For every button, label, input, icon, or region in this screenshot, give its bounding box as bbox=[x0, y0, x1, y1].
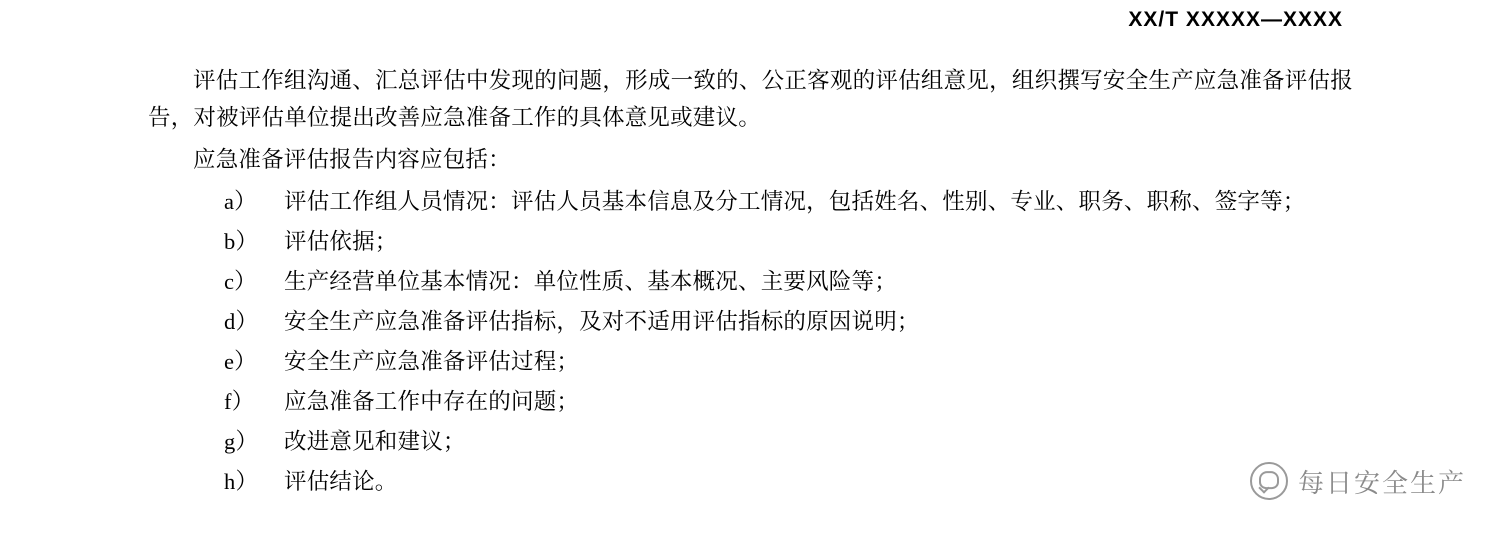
document-body bbox=[148, 62, 1353, 503]
report-contents-list bbox=[148, 183, 1353, 500]
list-item bbox=[148, 183, 1353, 220]
list-item-marker: g） bbox=[224, 429, 259, 454]
list-item bbox=[148, 263, 1353, 300]
list-item-label: 安全生产应急准备评估过程； bbox=[284, 349, 580, 374]
list-item-marker: f） bbox=[224, 389, 255, 414]
list-item bbox=[148, 303, 1353, 340]
list-item-marker: a） bbox=[224, 189, 257, 214]
list-item-marker: h） bbox=[224, 469, 259, 494]
list-item-label: 安全生产应急准备评估指标，及对不适用评估指标的原因说明； bbox=[284, 309, 920, 334]
paragraph-evaluation-summary: 评估工作组沟通、汇总评估中发现的问题，形成一致的、公正客观的评估组意见，组织撰写安全生产应急准备评估报告，对被评估单位提出改善应急准备工作的具体意见或建议。 bbox=[148, 68, 1353, 130]
wechat-badge-icon bbox=[1250, 462, 1288, 500]
list-item bbox=[148, 423, 1353, 460]
list-item bbox=[148, 223, 1353, 260]
list-item-label: 评估工作组人员情况：评估人员基本信息及分工情况，包括姓名、性别、专业、职务、职称、签字等； bbox=[284, 189, 1306, 214]
list-item-label: 评估结论。 bbox=[284, 469, 398, 494]
list-item bbox=[148, 343, 1353, 380]
list-item-marker: b） bbox=[224, 229, 259, 254]
page-header-standard-code: XX/T XXXXX—XXXX bbox=[1128, 8, 1343, 31]
list-item-label: 评估依据； bbox=[284, 229, 398, 254]
list-item-label: 改进意见和建议； bbox=[284, 429, 466, 454]
watermark bbox=[1250, 462, 1466, 500]
list-item-marker: c） bbox=[224, 269, 257, 294]
list-item-marker: d） bbox=[224, 309, 259, 334]
list-item-marker: e） bbox=[224, 349, 257, 374]
watermark-label: 每日安全生产 bbox=[1297, 467, 1466, 498]
list-item-label: 应急准备工作中存在的问题； bbox=[284, 389, 580, 414]
paragraph-report-contents-intro: 应急准备评估报告内容应包括： bbox=[193, 147, 511, 172]
list-item bbox=[148, 463, 1353, 500]
list-item-label: 生产经营单位基本情况：单位性质、基本概况、主要风险等； bbox=[284, 269, 897, 294]
list-item bbox=[148, 383, 1353, 420]
